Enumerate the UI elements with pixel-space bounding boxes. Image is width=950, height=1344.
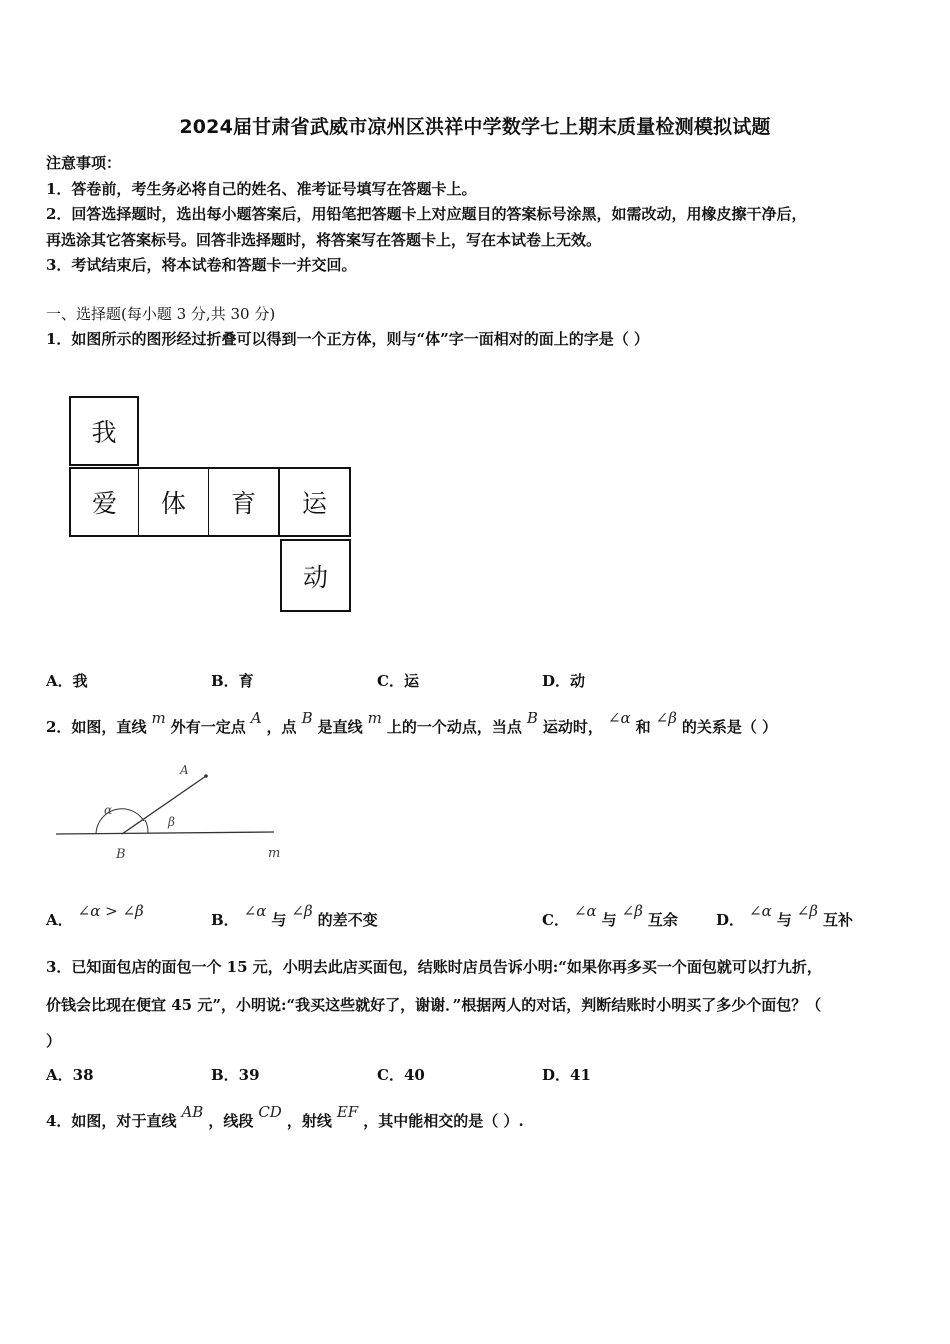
net-cell: 育 [209,467,279,537]
option-text: 的差不变 [317,911,378,929]
option-text: 与 [601,911,617,929]
question-1-text: 1．如图所示的图形经过折叠可以得到一个正方体，则与“体”字一面相对的面上的字是（ ） [46,330,649,348]
option-b: B．39 [211,1066,260,1084]
notice-item: 2．回答选择题时，选出每小题答案后，用铅笔把答题卡上对应题目的答案标号涂黑，如需改动，用橡皮擦干净后， [46,205,807,223]
math-symbol: AB [181,1103,204,1121]
option-letter: A． [46,911,73,929]
notice-heading: 注意事项： [46,154,122,172]
math-symbol: ∠β [796,902,818,920]
option-d [716,902,853,930]
option-c: C．运 [377,672,419,690]
option-a: A．38 [46,1066,94,1084]
notice-item: 再选涂其它答案标号。回答非选择题时，将答案写在答题卡上，写在本试卷上无效。 [46,231,602,249]
q2-text: 的关系是（ ） [681,718,778,736]
label-beta: β [168,815,175,829]
q2-text: 运动时， [542,718,603,736]
option-b [211,902,378,930]
option-c: C．40 [377,1066,425,1084]
option-a [46,902,149,930]
q2-text: 2．如图，直线 [46,718,147,736]
math-symbol: CD [258,1103,282,1121]
option-text: 与 [776,911,792,929]
math-symbol: EF [336,1103,359,1121]
net-cell: 运 [279,467,351,537]
line-m [56,832,274,834]
notice-item: 1．答卷前，考生务必将自己的姓名、准考证号填写在答题卡上。 [46,180,477,198]
option-b: B．育 [211,672,254,690]
q2-text: 是直线 [317,718,363,736]
question-4-text [46,1103,524,1131]
label-a: A [180,763,189,777]
option-a: A．我 [46,672,88,690]
net-cell: 体 [139,467,209,537]
page-title: 2024届甘肃省武威市凉州区洪祥中学数学七上期末质量检测模拟试题 [179,116,771,138]
option-letter: B． [211,911,239,929]
math-symbol: m [367,709,382,727]
q2-text: ，点 [266,718,297,736]
option-text: 互余 [647,911,678,929]
notice-item: 3．考试结束后，将本试卷和答题卡一并交回。 [46,256,357,274]
math-symbol: ∠α [243,902,267,920]
label-m: m [268,846,281,861]
math-symbol: m [151,709,166,727]
question-3-text: 3．已知面包店的面包一个 15 元，小明去此店买面包，结账时店员告诉小明:“如果你再多买一个面包就可以打九折， [46,958,822,976]
net-cell: 动 [280,539,351,612]
q4-text: ，射线 [286,1112,332,1130]
q4-text: 4．如图，对于直线 [46,1112,177,1130]
label-alpha: α [104,803,113,817]
option-c [542,902,678,930]
question-3-text: 价钱会比现在便宜 45 元”，小明说:“我买这些就好了，谢谢．”根据两人的对话，判断结账时小明买了多少个面包？（ [46,996,822,1014]
math-symbol: B [301,709,313,727]
point-a [204,774,208,778]
math-symbol: ∠α [607,709,631,727]
math-symbol: ∠β [621,902,643,920]
option-d: D．41 [542,1066,591,1084]
math-symbol: B [526,709,538,727]
math-symbol: ∠α [573,902,597,920]
q2-text: 上的一个动点，当点 [386,718,522,736]
math-symbol: ∠α > ∠β [77,902,144,920]
option-letter: C． [542,911,569,929]
section-heading: 一、选择题(每小题 3 分,共 30 分) [46,305,276,323]
option-text: 互补 [822,911,853,929]
math-symbol: A [250,709,262,727]
math-symbol: ∠β [291,902,313,920]
question-3-text: ） [46,1032,62,1050]
q2-text: 和 [635,718,651,736]
arc-beta [145,820,148,833]
question-2-text [46,709,778,737]
math-symbol: ∠α [749,902,772,920]
ray-ba [122,776,206,834]
q4-text: ，线段 [208,1112,254,1130]
q2-text: 外有一定点 [170,718,246,736]
option-d: D．动 [542,672,586,690]
net-cell: 我 [69,396,139,466]
option-letter: D． [716,911,745,929]
label-b: B [116,847,126,862]
net-cell: 爱 [69,467,139,537]
option-text: 与 [271,911,287,929]
q4-text: ，其中能相交的是（ ）. [363,1112,524,1130]
math-symbol: ∠β [655,709,677,727]
angle-figure [50,758,290,868]
